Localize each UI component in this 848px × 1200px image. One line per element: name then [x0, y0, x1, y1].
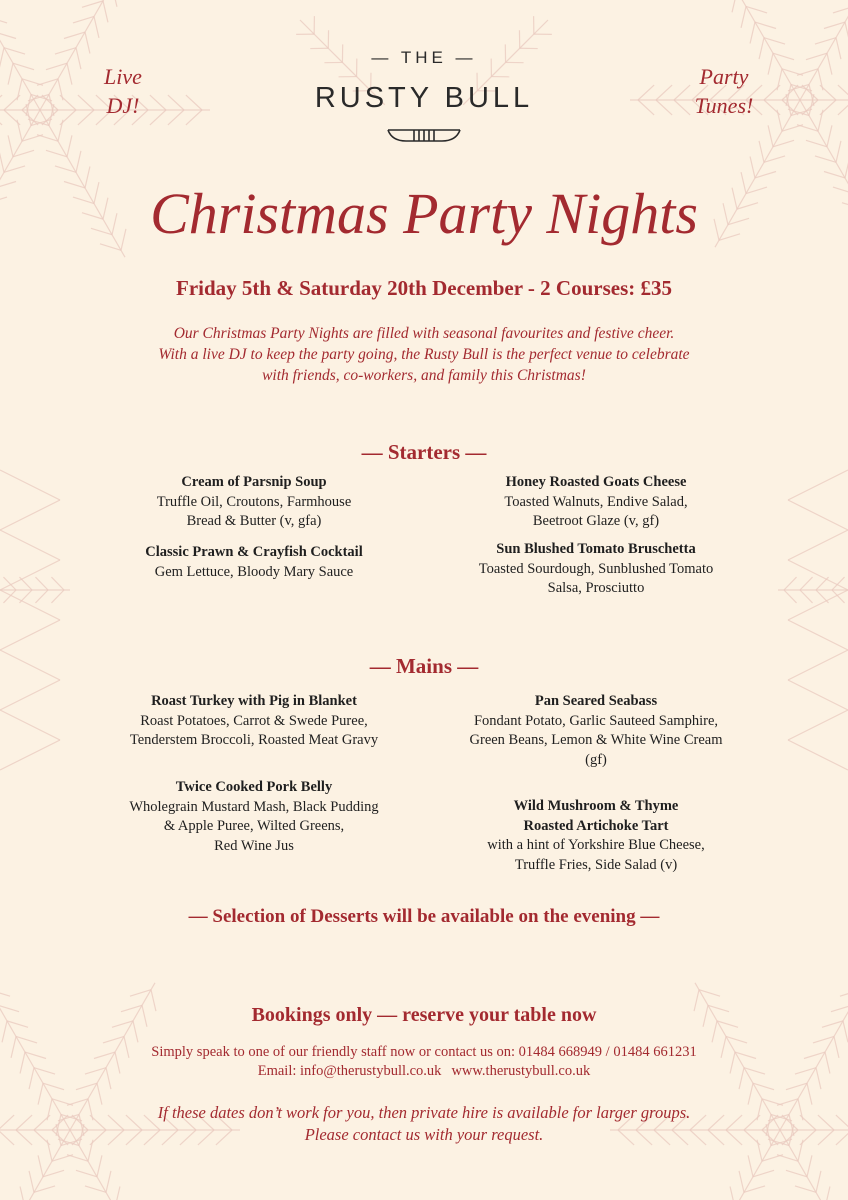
intro-line-3: with friends, co-workers, and family this Christmas! [262, 367, 586, 384]
dish-name: Roast Turkey with Pig in Blanket [151, 693, 357, 709]
desserts-note: — Selection of Desserts will be available on the evening — [188, 906, 660, 927]
contact-website-link[interactable]: www.therustybull.co.uk [451, 1063, 591, 1079]
starters-heading: — Starters — [361, 440, 487, 464]
dish-name: Cream of Parsnip Soup [181, 474, 327, 490]
dish-description: Truffle Fries, Side Salad (v) [514, 856, 678, 873]
dish-description: Beetroot Glaze (v, gf) [532, 513, 660, 529]
dish-description: Gem Lettuce, Bloody Mary Sauce [154, 563, 354, 580]
dish-cream-of-parsnip-soup [94, 473, 414, 532]
contact-info [0, 1043, 848, 1081]
intro-paragraph [100, 323, 748, 386]
intro-line-1: Our Christmas Party Nights are filled with seasonal favourites and festive cheer. [173, 325, 675, 342]
dish-name: Honey Roasted Goats Cheese [505, 474, 687, 490]
mains-heading: — Mains — [369, 654, 479, 678]
dish-name: Pan Seared Seabass [534, 693, 658, 709]
bull-horns-icon [386, 126, 462, 146]
logo-the-text: — THE — [371, 48, 477, 67]
dish-honey-roasted-goats-cheese [436, 473, 756, 532]
page-title: Christmas Party Nights [150, 181, 698, 246]
dish-description: Red Wine Jus [214, 837, 294, 854]
dish-description: & Apple Puree, Wilted Greens, [163, 818, 345, 834]
dish-description: Salsa, Prosciutto [547, 580, 645, 596]
logo-name-text: RUSTY BULL [314, 82, 534, 114]
private-hire-line-1: If these dates don’t work for you, then private hire is available for larger groups. [157, 1103, 691, 1122]
dish-description: with a hint of Yorkshire Blue Cheese, [487, 837, 705, 853]
dish-description: Tenderstem Broccoli, Roasted Meat Gravy [129, 732, 379, 748]
dish-name: Classic Prawn & Crayfish Cocktail [145, 544, 363, 560]
dish-description: Green Beans, Lemon & White Wine Cream [469, 732, 723, 748]
dish-name: Wild Mushroom & Thyme [513, 798, 679, 814]
dish-description: Wholegrain Mustard Mash, Black Pudding [129, 798, 379, 815]
contact-email-link[interactable]: Email: info@therustybull.co.uk [257, 1063, 442, 1079]
dish-description: Toasted Sourdough, Sunblushed Tomato [478, 560, 714, 577]
corner-left-line-2: DJ! [106, 93, 140, 118]
private-hire-note [60, 1102, 788, 1146]
dish-twice-cooked-pork-belly [94, 778, 414, 856]
corner-right-line-2: Tunes! [694, 93, 754, 118]
dish-description: (gf) [585, 751, 607, 768]
dish-description: Bread & Butter (v, gfa) [186, 513, 322, 529]
dish-name: Sun Blushed Tomato Bruschetta [496, 541, 696, 557]
dish-classic-prawn-crayfish-cocktail [94, 543, 414, 582]
dish-description: Fondant Potato, Garlic Sauteed Samphire, [473, 712, 719, 729]
contact-phone-line: Simply speak to one of our friendly staff now or contact us on: 01484 668949 / 01484 661231 [151, 1044, 697, 1060]
event-dates-price: Friday 5th & Saturday 20th December - 2 Courses: £35 [176, 276, 672, 300]
intro-line-2: With a live DJ to keep the party going, the Rusty Bull is the perfect venue to celebrate [158, 346, 690, 363]
dish-pan-seared-seabass [436, 692, 756, 770]
dish-wild-mushroom-artichoke-tart [436, 797, 756, 875]
private-hire-line-2: Please contact us with your request. [304, 1125, 544, 1144]
dish-description: Roast Potatoes, Carrot & Swede Puree, [140, 712, 368, 729]
dish-roast-turkey [94, 692, 414, 751]
dish-sun-blushed-tomato-bruschetta [436, 540, 756, 599]
corner-left-line-1: Live [104, 64, 142, 89]
dish-name: Twice Cooked Pork Belly [175, 779, 333, 795]
corner-right-line-1: Party [699, 64, 749, 89]
dish-name: Roasted Artichoke Tart [523, 817, 669, 834]
dish-description: Toasted Walnuts, Endive Salad, [504, 493, 688, 510]
dish-description: Truffle Oil, Croutons, Farmhouse [156, 493, 352, 510]
bookings-heading: Bookings only — reserve your table now [251, 1004, 597, 1026]
